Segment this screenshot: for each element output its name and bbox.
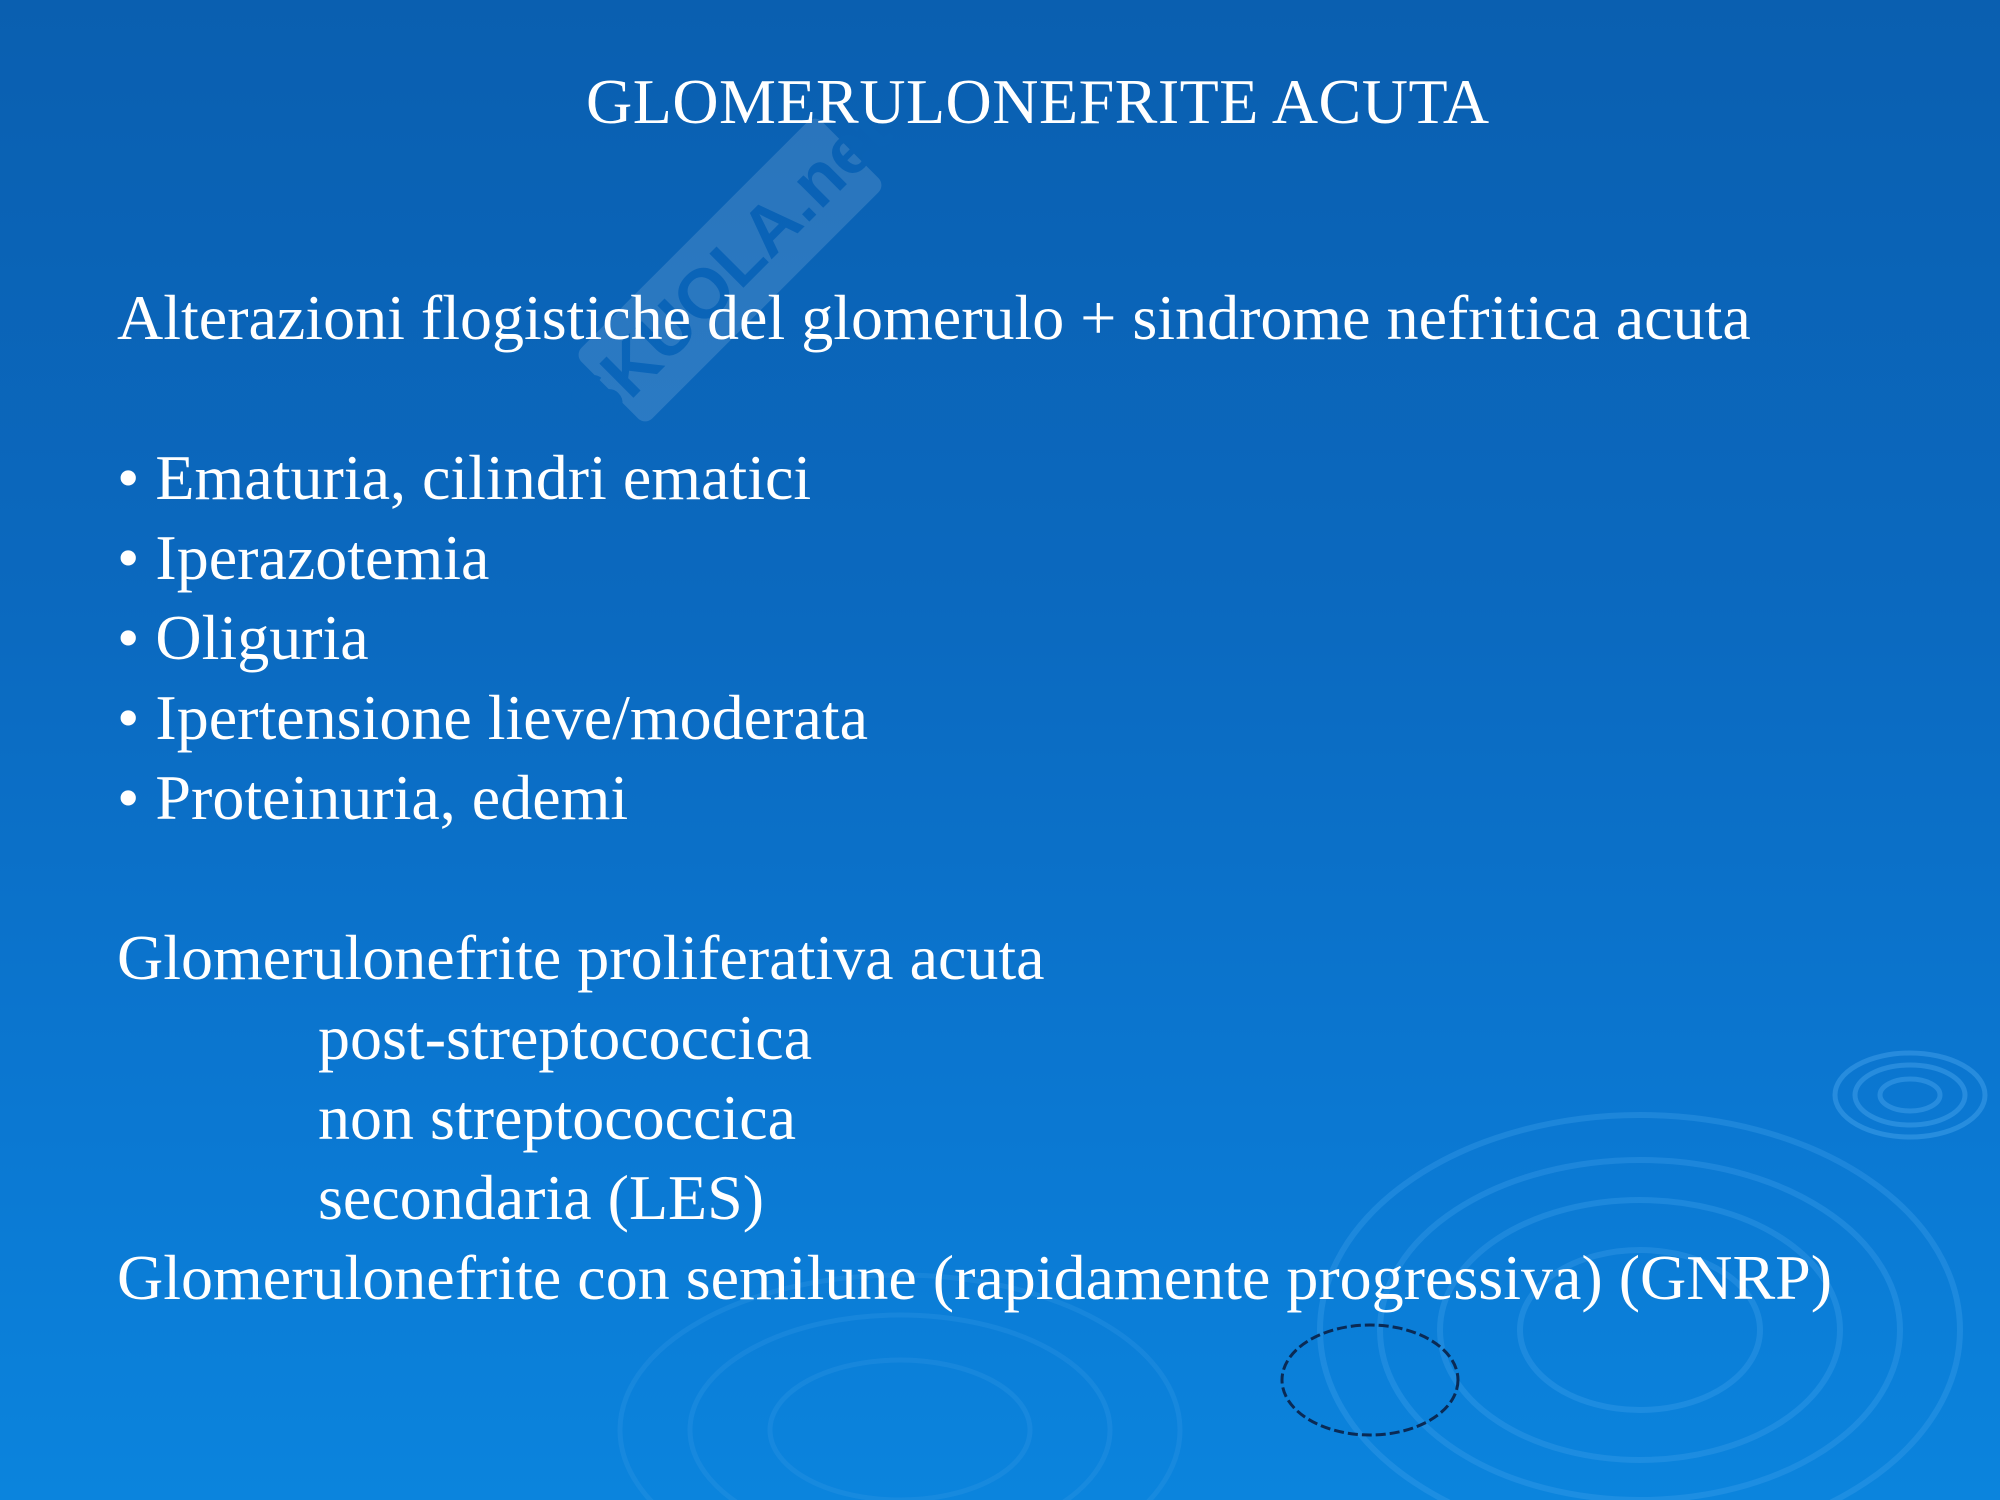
slide-title: GLOMERULONEFRITE ACUTA	[586, 66, 1490, 137]
definition-line: Alterazioni flogistiche del glomerulo + sindrome nefritica acuta	[117, 282, 1751, 353]
bullet-hematuria: • Ematuria, cilindri ematici	[117, 442, 812, 513]
subtype-secondary: secondaria (LES)	[318, 1162, 765, 1233]
bullet-hypertension: • Ipertensione lieve/moderata	[117, 682, 868, 753]
subtype-non-streptococcal: non streptococcica	[318, 1082, 796, 1153]
proliferative-heading: Glomerulonefrite proliferativa acuta	[117, 922, 1045, 993]
bullet-proteinuria: • Proteinuria, edemi	[117, 762, 629, 833]
watermark-logo-text: SKUOLA.net	[552, 92, 905, 445]
bullet-azotemia: • Iperazotemia	[117, 522, 490, 593]
crescentic-line: Glomerulonefrite con semilune (rapidamente progressiva) (GNRP)	[117, 1242, 1833, 1313]
subtype-post-streptococcal: post-streptococcica	[318, 1002, 812, 1073]
bullet-oliguria: • Oliguria	[117, 602, 369, 673]
